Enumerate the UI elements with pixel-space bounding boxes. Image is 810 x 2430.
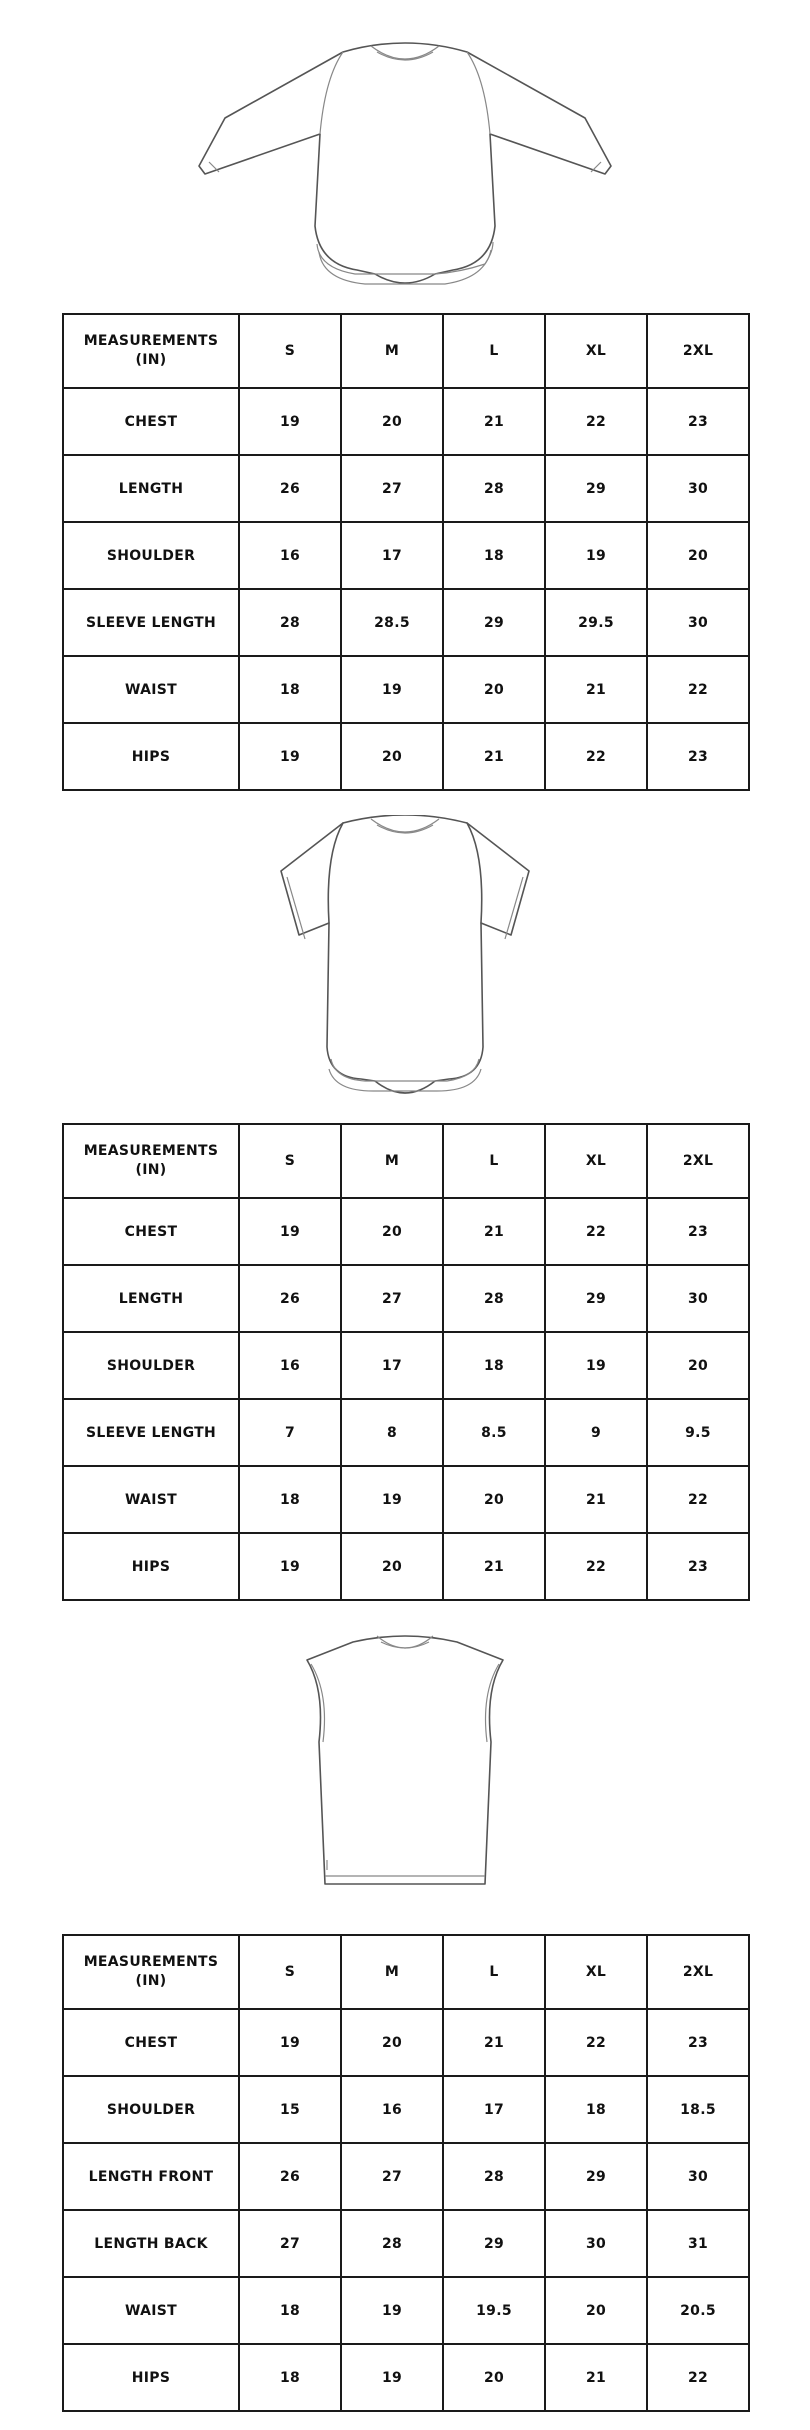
value-cell: 29 <box>443 589 545 656</box>
table-row <box>63 455 749 522</box>
table-body <box>63 2009 749 2411</box>
table-header-row <box>63 1935 749 2009</box>
value-cell: 19 <box>341 1466 443 1533</box>
value-cell: 22 <box>545 723 647 790</box>
header-cell: S <box>239 1124 341 1198</box>
value-cell: 21 <box>545 656 647 723</box>
header-cell: M <box>341 1935 443 2009</box>
value-cell: 18 <box>239 1466 341 1533</box>
header-cell: M <box>341 1124 443 1198</box>
value-cell: 19 <box>341 2344 443 2411</box>
value-cell: 22 <box>545 388 647 455</box>
table-row <box>63 1466 749 1533</box>
value-cell: 28 <box>443 1265 545 1332</box>
value-cell: 20 <box>341 388 443 455</box>
value-cell: 16 <box>239 1332 341 1399</box>
value-cell: 30 <box>647 1265 749 1332</box>
size-chart-table <box>62 313 750 791</box>
table-row <box>63 2009 749 2076</box>
value-cell: 20 <box>647 522 749 589</box>
value-cell: 16 <box>239 522 341 589</box>
value-cell: 29 <box>545 455 647 522</box>
value-cell: 21 <box>443 388 545 455</box>
value-cell: 18 <box>545 2076 647 2143</box>
value-cell: 23 <box>647 723 749 790</box>
header-cell: S <box>239 314 341 388</box>
header-cell: MEASUREMENTS (IN) <box>63 314 239 388</box>
value-cell: 29 <box>545 2143 647 2210</box>
table-body <box>63 388 749 790</box>
row-label-cell: HIPS <box>63 2344 239 2411</box>
value-cell: 19 <box>239 2009 341 2076</box>
value-cell: 27 <box>341 455 443 522</box>
row-label-cell: LENGTH <box>63 455 239 522</box>
value-cell: 17 <box>341 522 443 589</box>
header-cell: S <box>239 1935 341 2009</box>
size-chart-table <box>62 1123 750 1601</box>
value-cell: 22 <box>647 2344 749 2411</box>
value-cell: 28 <box>443 455 545 522</box>
row-label-cell: SLEEVE LENGTH <box>63 1399 239 1466</box>
row-label-cell: SLEEVE LENGTH <box>63 589 239 656</box>
table-row <box>63 2210 749 2277</box>
header-cell: XL <box>545 1124 647 1198</box>
value-cell: 19 <box>239 388 341 455</box>
row-label-cell: SHOULDER <box>63 2076 239 2143</box>
value-cell: 20 <box>443 656 545 723</box>
value-cell: 21 <box>545 1466 647 1533</box>
row-label-cell: CHEST <box>63 388 239 455</box>
value-cell: 21 <box>443 2009 545 2076</box>
value-cell: 22 <box>545 2009 647 2076</box>
short-sleeve-raglan-tee-icon <box>0 815 810 1105</box>
table-row <box>63 2143 749 2210</box>
value-cell: 21 <box>443 723 545 790</box>
value-cell: 22 <box>647 1466 749 1533</box>
table-row <box>63 589 749 656</box>
value-cell: 8.5 <box>443 1399 545 1466</box>
value-cell: 22 <box>545 1198 647 1265</box>
row-label-cell: HIPS <box>63 1533 239 1600</box>
row-label-cell: SHOULDER <box>63 1332 239 1399</box>
value-cell: 28 <box>239 589 341 656</box>
value-cell: 19 <box>341 2277 443 2344</box>
row-label-cell: WAIST <box>63 1466 239 1533</box>
size-chart-table <box>62 1934 750 2412</box>
header-cell: L <box>443 1935 545 2009</box>
value-cell: 29.5 <box>545 589 647 656</box>
value-cell: 20 <box>443 2344 545 2411</box>
table-row <box>63 723 749 790</box>
value-cell: 20 <box>647 1332 749 1399</box>
value-cell: 21 <box>545 2344 647 2411</box>
table-body <box>63 1198 749 1600</box>
value-cell: 18 <box>239 2277 341 2344</box>
value-cell: 26 <box>239 455 341 522</box>
header-cell: M <box>341 314 443 388</box>
value-cell: 23 <box>647 1533 749 1600</box>
sleeveless-tank-icon <box>0 1630 810 1900</box>
table-row <box>63 2076 749 2143</box>
value-cell: 18 <box>443 522 545 589</box>
value-cell: 28 <box>341 2210 443 2277</box>
value-cell: 31 <box>647 2210 749 2277</box>
value-cell: 30 <box>545 2210 647 2277</box>
header-cell: L <box>443 314 545 388</box>
value-cell: 20.5 <box>647 2277 749 2344</box>
table-row <box>63 2277 749 2344</box>
table-row <box>63 1533 749 1600</box>
value-cell: 22 <box>647 656 749 723</box>
header-cell: 2XL <box>647 314 749 388</box>
value-cell: 23 <box>647 2009 749 2076</box>
table-row <box>63 656 749 723</box>
row-label-cell: SHOULDER <box>63 522 239 589</box>
value-cell: 27 <box>341 2143 443 2210</box>
value-cell: 7 <box>239 1399 341 1466</box>
value-cell: 19 <box>239 1533 341 1600</box>
value-cell: 18.5 <box>647 2076 749 2143</box>
row-label-cell: CHEST <box>63 1198 239 1265</box>
table-header-row <box>63 1124 749 1198</box>
value-cell: 27 <box>239 2210 341 2277</box>
row-label-cell: WAIST <box>63 656 239 723</box>
table-row <box>63 1332 749 1399</box>
header-cell: 2XL <box>647 1935 749 2009</box>
table-row <box>63 1399 749 1466</box>
table-header-row <box>63 314 749 388</box>
value-cell: 8 <box>341 1399 443 1466</box>
header-cell: XL <box>545 1935 647 2009</box>
value-cell: 17 <box>443 2076 545 2143</box>
value-cell: 30 <box>647 2143 749 2210</box>
value-cell: 26 <box>239 1265 341 1332</box>
row-label-cell: CHEST <box>63 2009 239 2076</box>
value-cell: 29 <box>545 1265 647 1332</box>
value-cell: 9.5 <box>647 1399 749 1466</box>
value-cell: 9 <box>545 1399 647 1466</box>
value-cell: 19 <box>239 1198 341 1265</box>
row-label-cell: LENGTH FRONT <box>63 2143 239 2210</box>
value-cell: 23 <box>647 388 749 455</box>
value-cell: 28 <box>443 2143 545 2210</box>
row-label-cell: WAIST <box>63 2277 239 2344</box>
value-cell: 18 <box>239 2344 341 2411</box>
header-cell: XL <box>545 314 647 388</box>
value-cell: 20 <box>341 1533 443 1600</box>
table-row <box>63 388 749 455</box>
value-cell: 17 <box>341 1332 443 1399</box>
value-cell: 20 <box>545 2277 647 2344</box>
value-cell: 22 <box>545 1533 647 1600</box>
header-cell: 2XL <box>647 1124 749 1198</box>
value-cell: 20 <box>341 1198 443 1265</box>
row-label-cell: LENGTH <box>63 1265 239 1332</box>
value-cell: 19.5 <box>443 2277 545 2344</box>
value-cell: 29 <box>443 2210 545 2277</box>
value-cell: 30 <box>647 455 749 522</box>
value-cell: 21 <box>443 1198 545 1265</box>
header-cell: L <box>443 1124 545 1198</box>
header-cell: MEASUREMENTS (IN) <box>63 1935 239 2009</box>
value-cell: 16 <box>341 2076 443 2143</box>
value-cell: 30 <box>647 589 749 656</box>
value-cell: 19 <box>545 1332 647 1399</box>
value-cell: 21 <box>443 1533 545 1600</box>
value-cell: 19 <box>239 723 341 790</box>
value-cell: 19 <box>341 656 443 723</box>
row-label-cell: HIPS <box>63 723 239 790</box>
value-cell: 18 <box>443 1332 545 1399</box>
value-cell: 20 <box>341 2009 443 2076</box>
value-cell: 28.5 <box>341 589 443 656</box>
value-cell: 26 <box>239 2143 341 2210</box>
value-cell: 20 <box>443 1466 545 1533</box>
value-cell: 19 <box>545 522 647 589</box>
table-row <box>63 1265 749 1332</box>
value-cell: 15 <box>239 2076 341 2143</box>
table-row <box>63 1198 749 1265</box>
value-cell: 18 <box>239 656 341 723</box>
header-cell: MEASUREMENTS (IN) <box>63 1124 239 1198</box>
long-sleeve-raglan-tee-icon <box>0 38 810 298</box>
value-cell: 20 <box>341 723 443 790</box>
table-row <box>63 522 749 589</box>
table-row <box>63 2344 749 2411</box>
value-cell: 23 <box>647 1198 749 1265</box>
value-cell: 27 <box>341 1265 443 1332</box>
row-label-cell: LENGTH BACK <box>63 2210 239 2277</box>
